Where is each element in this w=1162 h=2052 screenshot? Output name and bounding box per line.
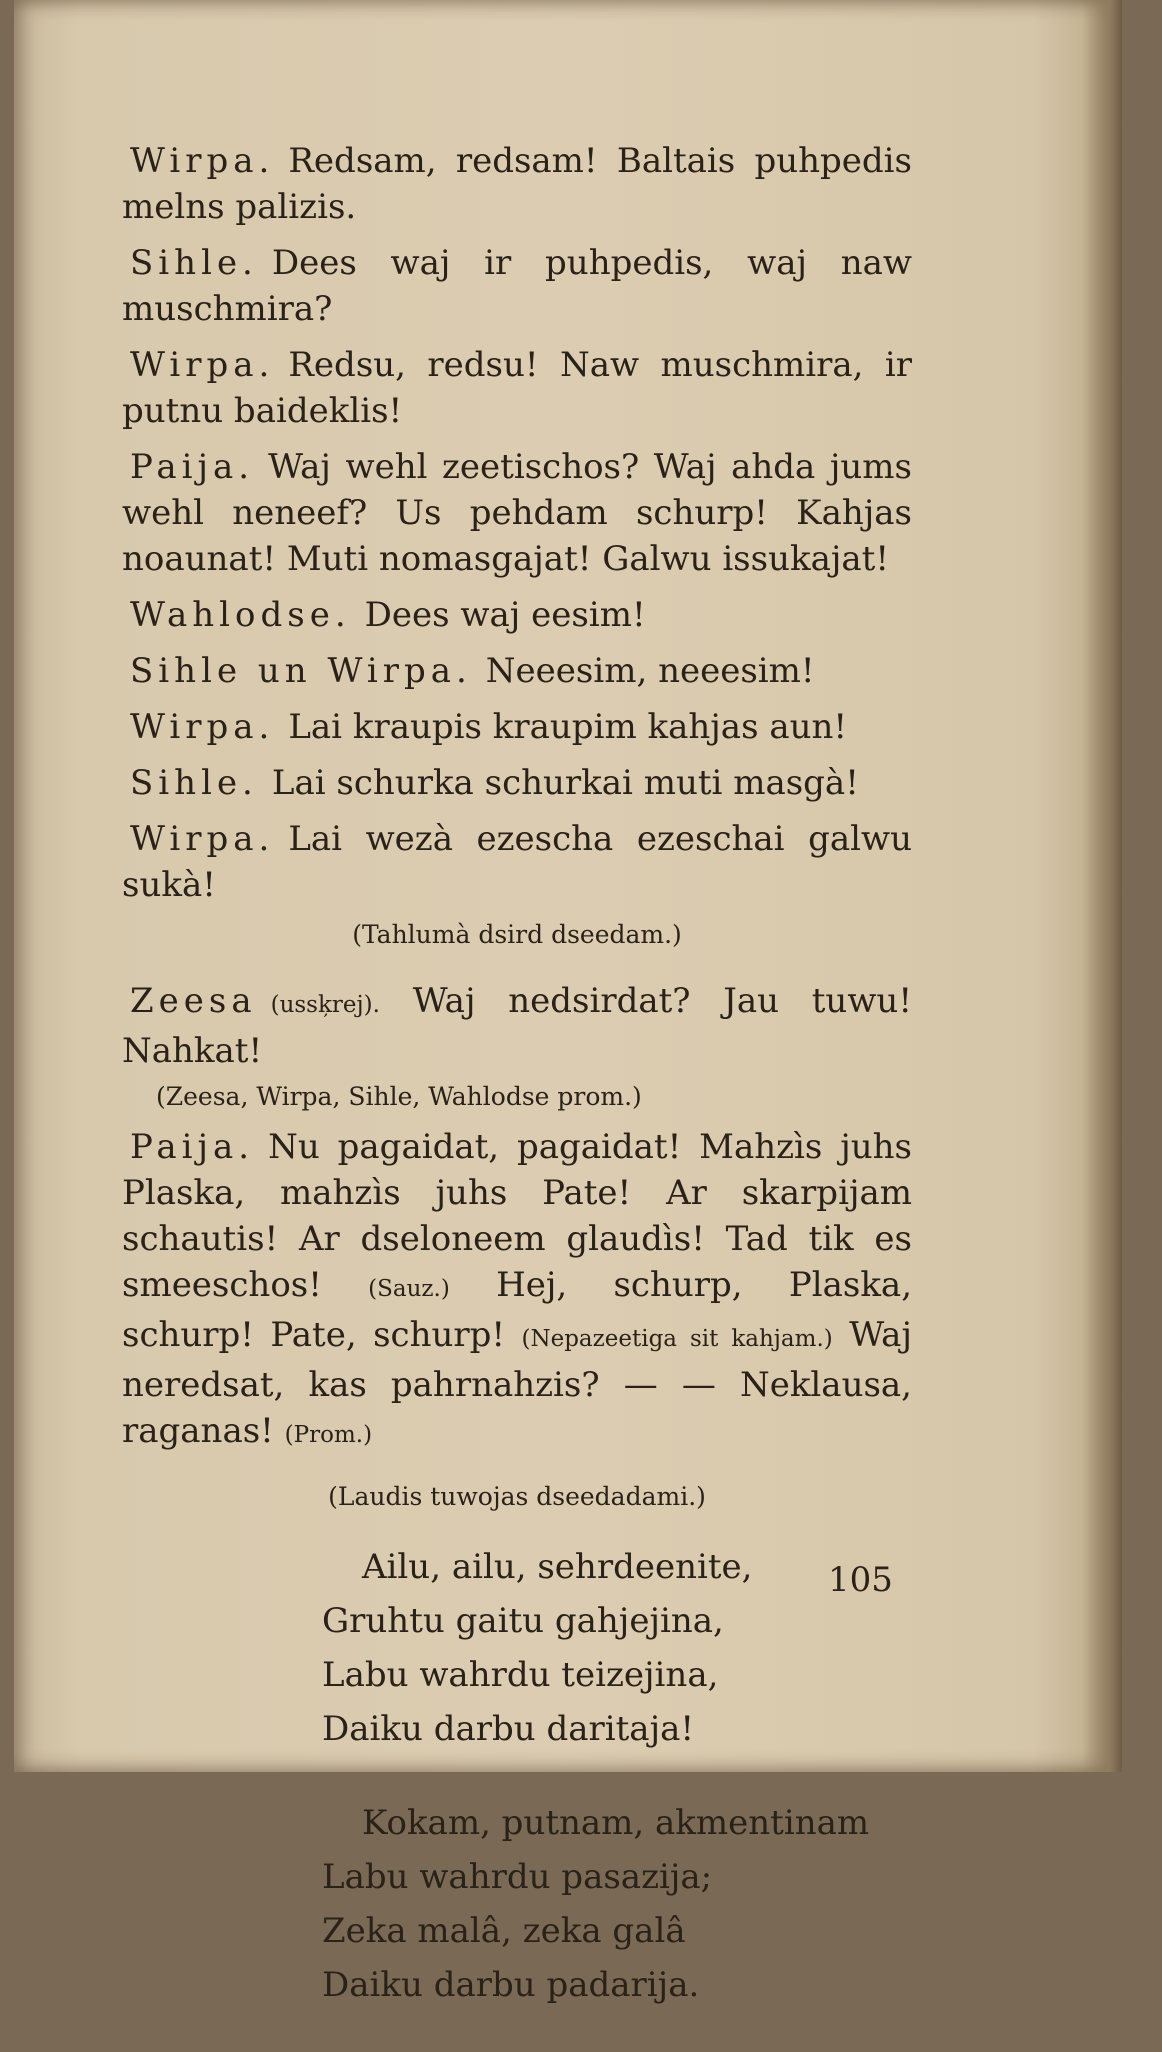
dialogue-line xyxy=(122,240,912,332)
verse-line: Ailu, ailu, sehrdeenite, xyxy=(362,1547,753,1587)
verse-line: Zeka malâ, zeka galâ xyxy=(322,1911,686,1951)
stage-direction: (Zeesa, Wirpa, Sihle, Wahlodse prom.) xyxy=(156,1082,642,1111)
line-text: Hej, schurp, Plaska, schurp! Pate, schurp! xyxy=(122,1265,913,1355)
line-text: Redsam, redsam! Baltais puhpedis melns palizis. xyxy=(122,141,912,227)
line-text: Neeesim, neeesim! xyxy=(485,651,815,691)
verse-line: Gruhtu gaitu gahjejina, xyxy=(322,1601,724,1641)
book-page xyxy=(14,0,1122,2005)
speaker-name: Sihle. xyxy=(130,763,258,803)
aside: (Sauz.) xyxy=(368,1276,450,1302)
aside: (Prom.) xyxy=(284,1422,373,1448)
verse-line: Labu wahrdu pasazija; xyxy=(322,1857,713,1897)
song-verse xyxy=(322,1540,912,2012)
stanza xyxy=(322,1540,912,1756)
dialogue-line xyxy=(122,1124,912,1458)
line-text: Waj wehl zeetischos? Waj ahda jums wehl neneef? Us pehdam schurp! Kahjas noaunat! Muti nomasgajat! Galwu issukajat! xyxy=(122,447,912,579)
line-text: Waj nedsirdat? Jau tuwu! Nahkat! xyxy=(122,981,912,1071)
verse-line: Daiku darbu daritaja! xyxy=(322,1709,695,1749)
speaker-name: Wirpa. xyxy=(130,707,275,747)
verse-line: Daiku darbu padarija. xyxy=(322,1965,700,2005)
line-text: Lai schurka schurkai muti masgà! xyxy=(271,763,859,803)
dialogue-line xyxy=(122,444,912,582)
dialogue-line xyxy=(122,648,912,694)
stage-direction: (Tahlumà dsird dseedam.) xyxy=(352,920,682,949)
dialogue-line xyxy=(122,342,912,434)
line-text: Lai wezà ezescha ezeschai galwu sukà! xyxy=(122,819,912,905)
page-number: 105 xyxy=(828,1560,893,1600)
page-text xyxy=(122,138,912,2052)
dialogue-line xyxy=(122,138,912,230)
line-text: Waj neredsat, kas pahrnahzis? — — Neklausa, raganas! xyxy=(122,1315,912,1451)
dialogue-line xyxy=(122,704,912,750)
dialogue-line xyxy=(122,592,912,638)
speaker-name: Sihle. xyxy=(130,243,258,283)
speaker-name: Wirpa. xyxy=(130,345,275,385)
dialogue-line xyxy=(122,978,912,1074)
speaker-name: Wahlodse. xyxy=(130,595,351,635)
line-text: Dees waj ir puhpedis, waj naw muschmira? xyxy=(122,243,912,329)
speaker-name: Wirpa. xyxy=(130,819,275,859)
line-text: Nu pagaidat, pagaidat! Mahzìs juhs Plaska, mahzìs juhs Pate! Ar skarpijam schautis! Ar dseloneem glaudìs! Tad tik es smeeschos! xyxy=(122,1127,912,1305)
book-spine xyxy=(1082,0,1122,1772)
verse-line: Kokam, putnam, akmentinam xyxy=(362,1803,870,1843)
stage-direction: (Laudis tuwojas dseedadami.) xyxy=(328,1482,706,1511)
speaker-name: Sihle un Wirpa. xyxy=(130,651,472,691)
speaker-name: Wirpa. xyxy=(130,141,275,181)
line-text: Lai kraupis kraupim kahjas aun! xyxy=(288,707,848,747)
verse-line: Labu wahrdu teizejina, xyxy=(322,1655,719,1695)
line-text: Dees waj eesim! xyxy=(364,595,646,635)
aside: (ussķrej). xyxy=(270,992,380,1018)
aside: (Nepazeetiga sit kahjam.) xyxy=(521,1326,833,1352)
dialogue-line xyxy=(122,816,912,908)
speaker-name: Zeesa xyxy=(130,981,257,1021)
line-text: Redsu, redsu! Naw muschmira, ir putnu baideklis! xyxy=(122,345,912,431)
stanza xyxy=(322,1796,912,2012)
speaker-name: Paija. xyxy=(130,447,255,487)
dialogue-line xyxy=(122,760,912,806)
speaker-name: Paija. xyxy=(130,1127,255,1167)
